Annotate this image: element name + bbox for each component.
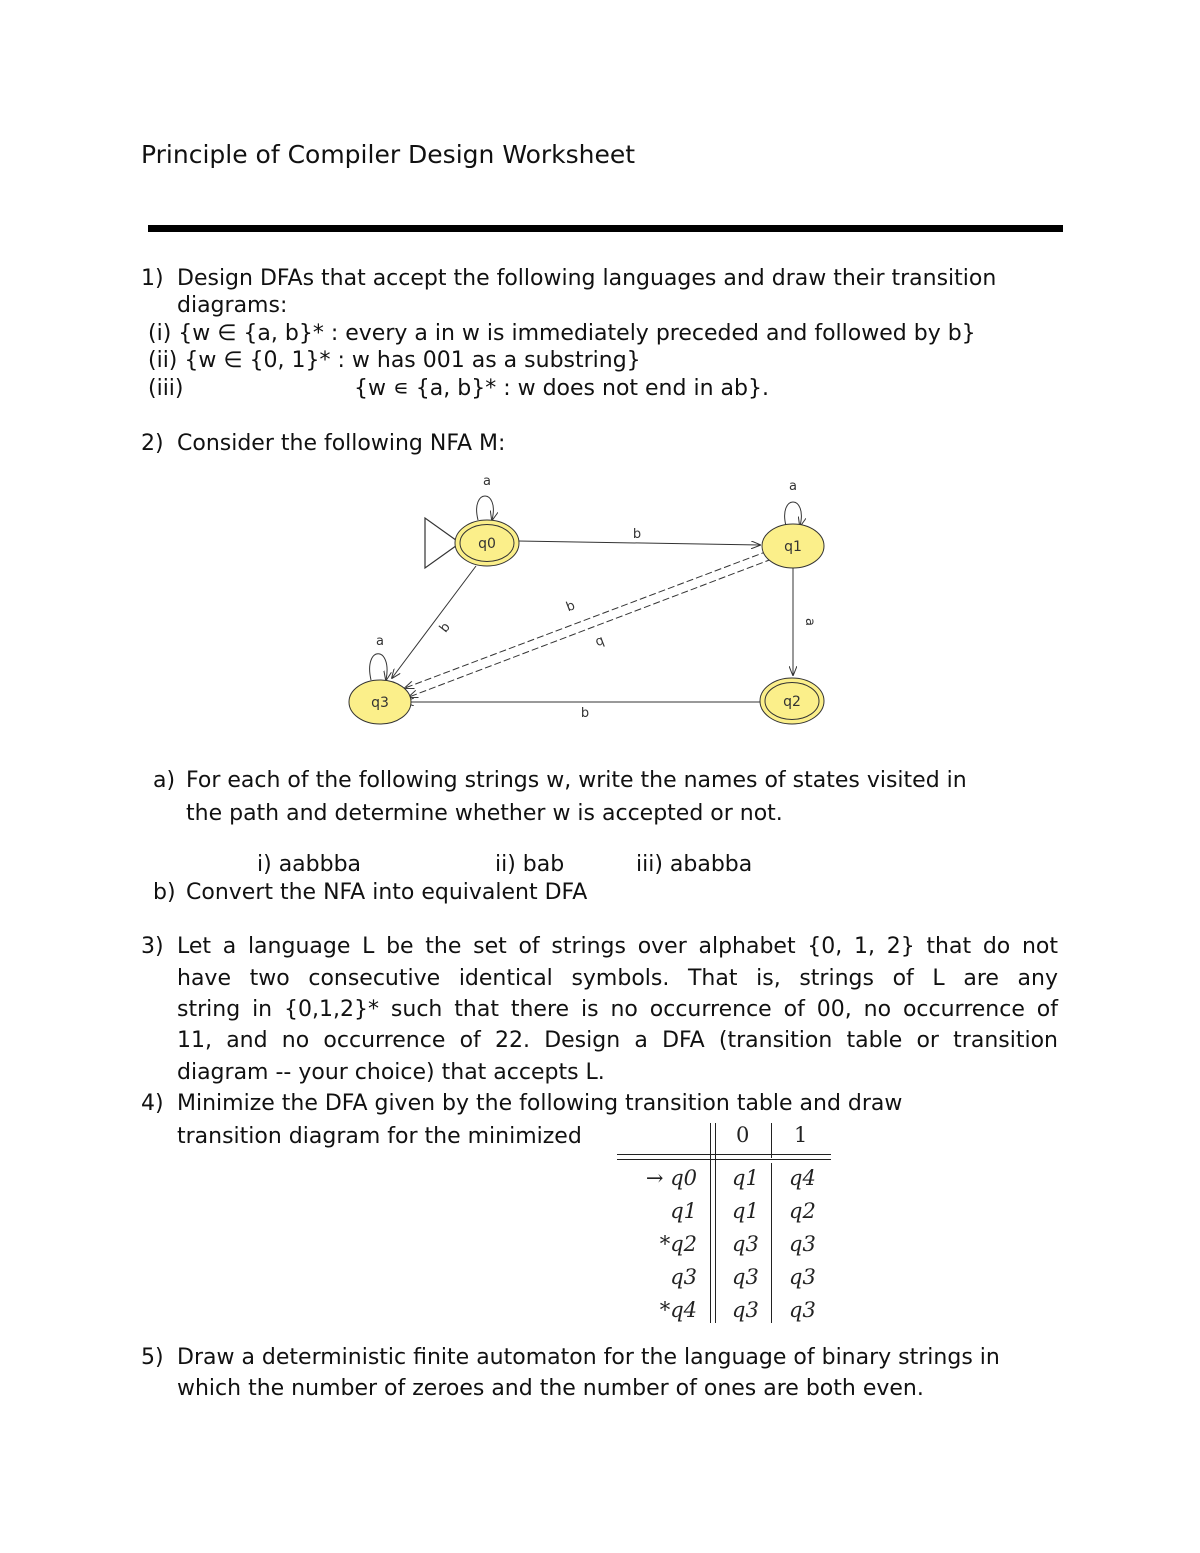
question-4-line-2: transition diagram for the minimized xyxy=(177,1124,582,1149)
part-a-line-2: the path and determine whether w is accepted or not. xyxy=(186,801,783,826)
label-q0-q1: b xyxy=(632,527,642,542)
table-rule-v4 xyxy=(771,1163,772,1323)
table-row-4-c1: q3 xyxy=(789,1298,816,1322)
question-5-number: 5) xyxy=(141,1345,164,1370)
table-row-0-c0: q1 xyxy=(732,1166,759,1190)
table-header-0: 0 xyxy=(736,1123,750,1147)
table-row-4-c0: q3 xyxy=(732,1298,759,1322)
table-row-0-c1: q4 xyxy=(789,1166,816,1190)
table-row-2-c0: q3 xyxy=(732,1232,759,1256)
question-1-part-iii-text: {w ∊ {a, b}* : w does not end in ab}. xyxy=(354,376,769,401)
label-q0-loop: a xyxy=(483,474,491,489)
question-1-part-ii: (ii) {w ∈ {0, 1}* : w has 001 as a substring} xyxy=(148,348,641,373)
question-3-number: 3) xyxy=(141,934,164,959)
part-b-label: b) xyxy=(153,880,176,905)
loop-q3 xyxy=(370,654,387,680)
state-q3-label: q3 xyxy=(371,695,389,711)
question-1-part-iii-label: (iii) xyxy=(148,376,184,401)
table-row-0-state: → q0 xyxy=(645,1166,697,1190)
question-3-line-5: diagram -- your choice) that accepts L. xyxy=(177,1060,605,1085)
label-q1-loop: a xyxy=(789,479,797,494)
question-2-text: Consider the following NFA M: xyxy=(177,431,506,456)
question-1-line-2: diagrams: xyxy=(177,293,288,318)
edge-q1-q3-lower xyxy=(409,559,772,697)
table-row-4-state: *q4 xyxy=(659,1298,697,1322)
page-title: Principle of Compiler Design Worksheet xyxy=(141,140,636,169)
question-1-number: 1) xyxy=(141,266,164,291)
state-q3 xyxy=(349,680,411,724)
table-row-3-c0: q3 xyxy=(732,1265,759,1289)
table-row-3-c1: q3 xyxy=(789,1265,816,1289)
edge-q1-q3-upper xyxy=(405,551,768,688)
table-rule-h1 xyxy=(617,1154,831,1155)
loop-q1 xyxy=(785,502,802,526)
label-q2-q3: b xyxy=(580,706,590,721)
table-row-1-state: q1 xyxy=(670,1199,697,1223)
table-row-1-c0: q1 xyxy=(732,1199,759,1223)
string-ii: ii) bab xyxy=(495,852,565,877)
table-rule-h2 xyxy=(617,1159,831,1160)
table-rule-v2 xyxy=(715,1123,716,1323)
question-5-line-1: Draw a deterministic finite automaton for the language of binary strings in xyxy=(177,1345,1000,1370)
nfa-diagram xyxy=(371,470,845,730)
question-5-line-2: which the number of zeroes and the number of ones are both even. xyxy=(177,1376,924,1401)
table-row-1-c1: q2 xyxy=(789,1199,816,1223)
label-q1-q2: a xyxy=(802,618,817,626)
state-q1 xyxy=(762,524,824,568)
part-a-label: a) xyxy=(153,768,176,793)
question-1-part-i: (i) {w ∈ {a, b}* : every a in w is immediately preceded and followed by b} xyxy=(148,321,976,346)
question-3-line-3: string in {0,1,2}* such that there is no occurrence of 00, no occurrence of xyxy=(177,997,1058,1022)
question-2-number: 2) xyxy=(141,431,164,456)
table-rule-v3 xyxy=(771,1123,772,1158)
table-rule-v1 xyxy=(710,1123,711,1323)
table-header-1: 1 xyxy=(794,1123,808,1147)
part-b-text: Convert the NFA into equivalent DFA xyxy=(186,880,588,905)
loop-q0 xyxy=(477,496,494,520)
table-row-2-state: *q2 xyxy=(659,1232,697,1256)
question-3-line-2: have two consecutive identical symbols. That is, strings of L are any xyxy=(177,966,1058,991)
question-3-line-1: Let a language L be the set of strings over alphabet {0, 1, 2} that do not xyxy=(177,934,1058,959)
state-q0 xyxy=(455,520,519,566)
label-q3-loop: a xyxy=(376,634,384,649)
state-q1-label: q1 xyxy=(784,539,802,555)
question-1-line-1: Design DFAs that accept the following languages and draw their transition xyxy=(177,266,997,291)
state-q2 xyxy=(760,678,824,724)
question-3-line-4: 11, and no occurrence of 22. Design a DFA (transition table or transition xyxy=(177,1028,1058,1053)
state-q2-label: q2 xyxy=(783,694,801,710)
question-4-number: 4) xyxy=(141,1091,164,1116)
label-q1-q3-upper: b xyxy=(564,598,578,616)
title-divider xyxy=(148,225,1063,232)
string-iii: iii) ababba xyxy=(636,852,753,877)
state-q0-label: q0 xyxy=(478,536,496,552)
part-a-line-1: For each of the following strings w, write the names of states visited in xyxy=(186,768,967,793)
table-row-2-c1: q3 xyxy=(789,1232,816,1256)
label-q1-q3-lower: b xyxy=(593,633,607,651)
label-q0-q3: b xyxy=(436,619,454,636)
edge-q0-q3 xyxy=(392,566,476,678)
question-4-line-1: Minimize the DFA given by the following transition table and draw xyxy=(177,1091,903,1116)
table-row-3-state: q3 xyxy=(670,1265,697,1289)
string-i: i) aabbba xyxy=(257,852,362,877)
